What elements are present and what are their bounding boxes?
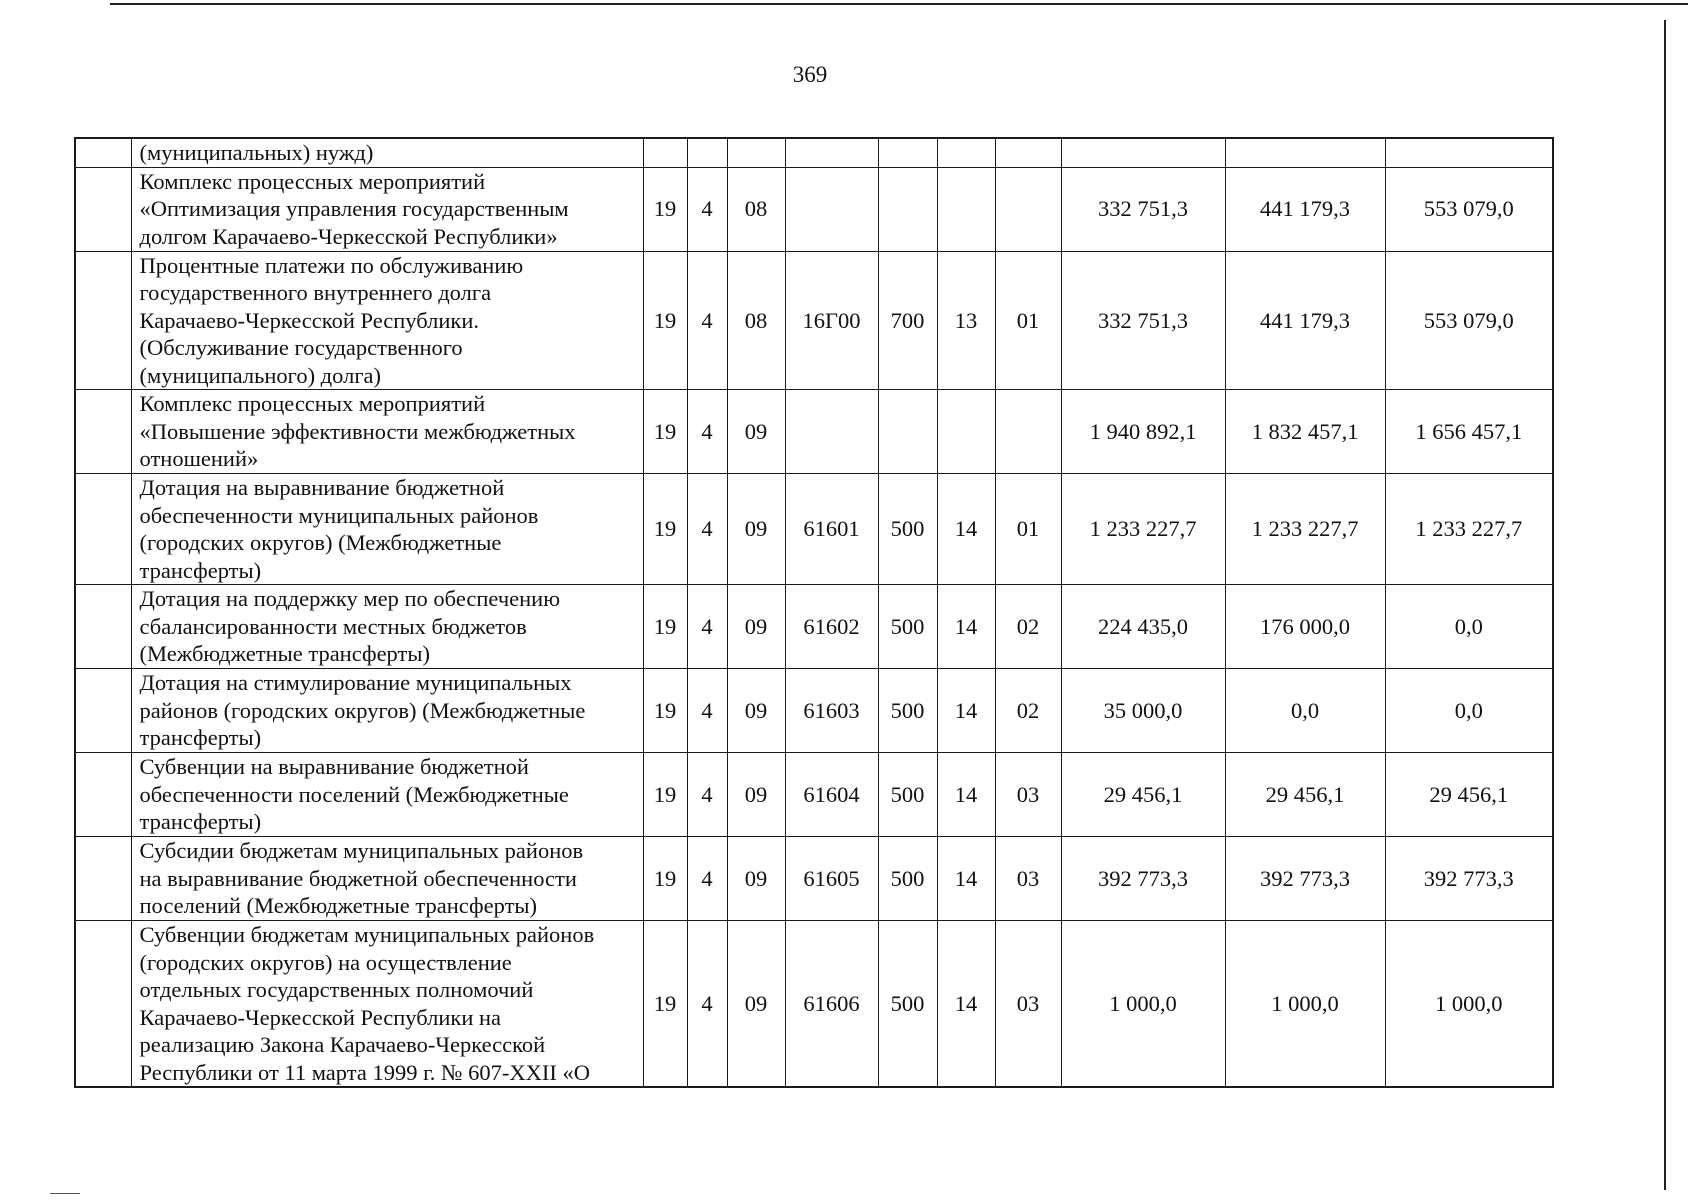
direction-code-cell: 61603: [785, 669, 878, 753]
table-row: [75, 167, 1553, 251]
table-row: [75, 138, 1553, 167]
section-cell: [937, 138, 995, 167]
amount-year-1-cell: 392 773,3: [1061, 837, 1225, 921]
event-code-cell: 09: [727, 753, 785, 837]
subprogram-code-cell: 4: [687, 474, 727, 585]
amount-year-1-cell: 29 456,1: [1061, 753, 1225, 837]
program-code-cell: 19: [643, 669, 687, 753]
row-index-cell: [75, 585, 131, 669]
expense-type-cell: [878, 390, 937, 474]
subprogram-code-cell: 4: [687, 251, 727, 390]
section-cell: [937, 390, 995, 474]
table-row: [75, 669, 1553, 753]
row-name-text: Комплекс процессных мероприятий «Оптимизация управления государственным долгом Карачаево-Черкесской Республики»: [139, 168, 569, 249]
program-code-cell: 19: [643, 167, 687, 251]
subsection-cell: 01: [995, 251, 1061, 390]
amount-year-3-cell: 392 773,3: [1385, 837, 1553, 921]
expense-type-cell: [878, 138, 937, 167]
subsection-cell: 01: [995, 474, 1061, 585]
amount-year-3-cell: 29 456,1: [1385, 753, 1553, 837]
direction-code-cell: [785, 138, 878, 167]
right-border-line: [1664, 20, 1666, 1190]
row-index-cell: [75, 251, 131, 390]
row-index-cell: [75, 474, 131, 585]
amount-year-2-cell: 29 456,1: [1225, 753, 1385, 837]
event-code-cell: 08: [727, 167, 785, 251]
amount-year-2-cell: 1 000,0: [1225, 921, 1385, 1088]
amount-year-1-cell: 332 751,3: [1061, 167, 1225, 251]
table-row: [75, 474, 1553, 585]
subsection-cell: 03: [995, 753, 1061, 837]
subsection-cell: [995, 138, 1061, 167]
event-code-cell: 09: [727, 390, 785, 474]
subsection-cell: 03: [995, 837, 1061, 921]
section-cell: 14: [937, 474, 995, 585]
table-row: [75, 921, 1553, 1088]
program-code-cell: 19: [643, 390, 687, 474]
amount-year-1-cell: 224 435,0: [1061, 585, 1225, 669]
program-code-cell: 19: [643, 251, 687, 390]
row-index-cell: [75, 837, 131, 921]
row-name-cell: [131, 251, 643, 390]
event-code-cell: 09: [727, 669, 785, 753]
program-code-cell: [643, 138, 687, 167]
row-name-text: Субсидии бюджетам муниципальных районов на выравнивание бюджетной обеспеченности поселений (Межбюджетные трансферты): [139, 838, 584, 919]
program-code-cell: 19: [643, 921, 687, 1088]
table-row: [75, 837, 1553, 921]
amount-year-3-cell: 1 000,0: [1385, 921, 1553, 1088]
amount-year-2-cell: 1 233 227,7: [1225, 474, 1385, 585]
event-code-cell: 09: [727, 474, 785, 585]
subsection-cell: 03: [995, 921, 1061, 1088]
amount-year-1-cell: 1 000,0: [1061, 921, 1225, 1088]
bottom-margin-mark: [50, 1193, 80, 1194]
expense-type-cell: 700: [878, 251, 937, 390]
amount-year-1-cell: 35 000,0: [1061, 669, 1225, 753]
row-name-cell: [131, 474, 643, 585]
amount-year-3-cell: 1 656 457,1: [1385, 390, 1553, 474]
row-name-cell: [131, 753, 643, 837]
row-name-cell: [131, 167, 643, 251]
event-code-cell: [727, 138, 785, 167]
top-border-line: [110, 3, 1688, 5]
budget-table: [74, 137, 1554, 1088]
direction-code-cell: [785, 167, 878, 251]
direction-code-cell: 61604: [785, 753, 878, 837]
direction-code-cell: 61605: [785, 837, 878, 921]
row-index-cell: [75, 669, 131, 753]
row-index-cell: [75, 390, 131, 474]
row-index-cell: [75, 167, 131, 251]
row-name-cell: [131, 138, 643, 167]
expense-type-cell: 500: [878, 474, 937, 585]
row-name-text: Дотация на стимулирование муниципальных районов (городских округов) (Межбюджетные трансферты): [139, 670, 586, 751]
amount-year-1-cell: 1 940 892,1: [1061, 390, 1225, 474]
subprogram-code-cell: 4: [687, 753, 727, 837]
program-code-cell: 19: [643, 837, 687, 921]
subprogram-code-cell: 4: [687, 921, 727, 1088]
subprogram-code-cell: 4: [687, 167, 727, 251]
budget-table-body: [75, 138, 1553, 1087]
expense-type-cell: 500: [878, 585, 937, 669]
subsection-cell: [995, 390, 1061, 474]
direction-code-cell: [785, 390, 878, 474]
table-row: [75, 390, 1553, 474]
amount-year-2-cell: 0,0: [1225, 669, 1385, 753]
amount-year-3-cell: [1385, 138, 1553, 167]
amount-year-3-cell: 1 233 227,7: [1385, 474, 1553, 585]
subsection-cell: 02: [995, 585, 1061, 669]
section-cell: 13: [937, 251, 995, 390]
section-cell: 14: [937, 585, 995, 669]
amount-year-1-cell: 332 751,3: [1061, 251, 1225, 390]
table-row: [75, 585, 1553, 669]
section-cell: 14: [937, 837, 995, 921]
direction-code-cell: 61601: [785, 474, 878, 585]
row-name-text: Дотация на выравнивание бюджетной обеспеченности муниципальных районов (городских округов) (Межбюджетные трансферты): [139, 475, 539, 583]
subprogram-code-cell: 4: [687, 585, 727, 669]
page-number: 369: [792, 62, 828, 87]
row-name-text: Субвенции на выравнивание бюджетной обеспеченности поселений (Межбюджетные трансферты): [139, 754, 569, 835]
subprogram-code-cell: 4: [687, 837, 727, 921]
expense-type-cell: 500: [878, 669, 937, 753]
expense-type-cell: [878, 167, 937, 251]
row-name-cell: [131, 669, 643, 753]
event-code-cell: 09: [727, 837, 785, 921]
program-code-cell: 19: [643, 585, 687, 669]
amount-year-3-cell: 0,0: [1385, 585, 1553, 669]
section-cell: 14: [937, 669, 995, 753]
section-cell: 14: [937, 753, 995, 837]
row-name-text: Субвенции бюджетам муниципальных районов (городских округов) на осуществление отдельных государственных полномочий Карачаево-Черкесской Республики на реализацию Закона Карачаево-Черкесской Республики от 11 марта 1999 г. № 607-XXII «О: [139, 922, 595, 1085]
row-name-text: Процентные платежи по обслуживанию государственного внутреннего долга Карачаево-Черкесской Республики. (Обслуживание государственного (муниципального) долга): [139, 252, 524, 388]
amount-year-2-cell: 441 179,3: [1225, 167, 1385, 251]
row-name-cell: [131, 585, 643, 669]
row-name-cell: [131, 390, 643, 474]
table-row: [75, 753, 1553, 837]
row-name-text: Комплекс процессных мероприятий «Повышение эффективности межбюджетных отношений»: [139, 391, 576, 472]
subprogram-code-cell: 4: [687, 390, 727, 474]
row-name-text: Дотация на поддержку мер по обеспечению сбалансированности местных бюджетов (Межбюджетные трансферты): [139, 586, 561, 667]
subprogram-code-cell: [687, 138, 727, 167]
event-code-cell: 09: [727, 585, 785, 669]
amount-year-1-cell: 1 233 227,7: [1061, 474, 1225, 585]
amount-year-3-cell: 553 079,0: [1385, 167, 1553, 251]
direction-code-cell: 16Г00: [785, 251, 878, 390]
amount-year-2-cell: 441 179,3: [1225, 251, 1385, 390]
subsection-cell: 02: [995, 669, 1061, 753]
expense-type-cell: 500: [878, 753, 937, 837]
expense-type-cell: 500: [878, 921, 937, 1088]
program-code-cell: 19: [643, 474, 687, 585]
amount-year-2-cell: 176 000,0: [1225, 585, 1385, 669]
amount-year-2-cell: [1225, 138, 1385, 167]
program-code-cell: 19: [643, 753, 687, 837]
amount-year-2-cell: 392 773,3: [1225, 837, 1385, 921]
amount-year-2-cell: 1 832 457,1: [1225, 390, 1385, 474]
row-index-cell: [75, 138, 131, 167]
subprogram-code-cell: 4: [687, 669, 727, 753]
amount-year-3-cell: 553 079,0: [1385, 251, 1553, 390]
event-code-cell: 08: [727, 251, 785, 390]
row-name-cell: [131, 921, 643, 1088]
row-index-cell: [75, 921, 131, 1088]
row-name-cell: [131, 837, 643, 921]
section-cell: [937, 167, 995, 251]
row-index-cell: [75, 753, 131, 837]
row-name-text: (муниципальных) нужд): [139, 140, 374, 165]
amount-year-3-cell: 0,0: [1385, 669, 1553, 753]
table-row: [75, 251, 1553, 390]
expense-type-cell: 500: [878, 837, 937, 921]
event-code-cell: 09: [727, 921, 785, 1088]
amount-year-1-cell: [1061, 138, 1225, 167]
direction-code-cell: 61602: [785, 585, 878, 669]
direction-code-cell: 61606: [785, 921, 878, 1088]
section-cell: 14: [937, 921, 995, 1088]
subsection-cell: [995, 167, 1061, 251]
